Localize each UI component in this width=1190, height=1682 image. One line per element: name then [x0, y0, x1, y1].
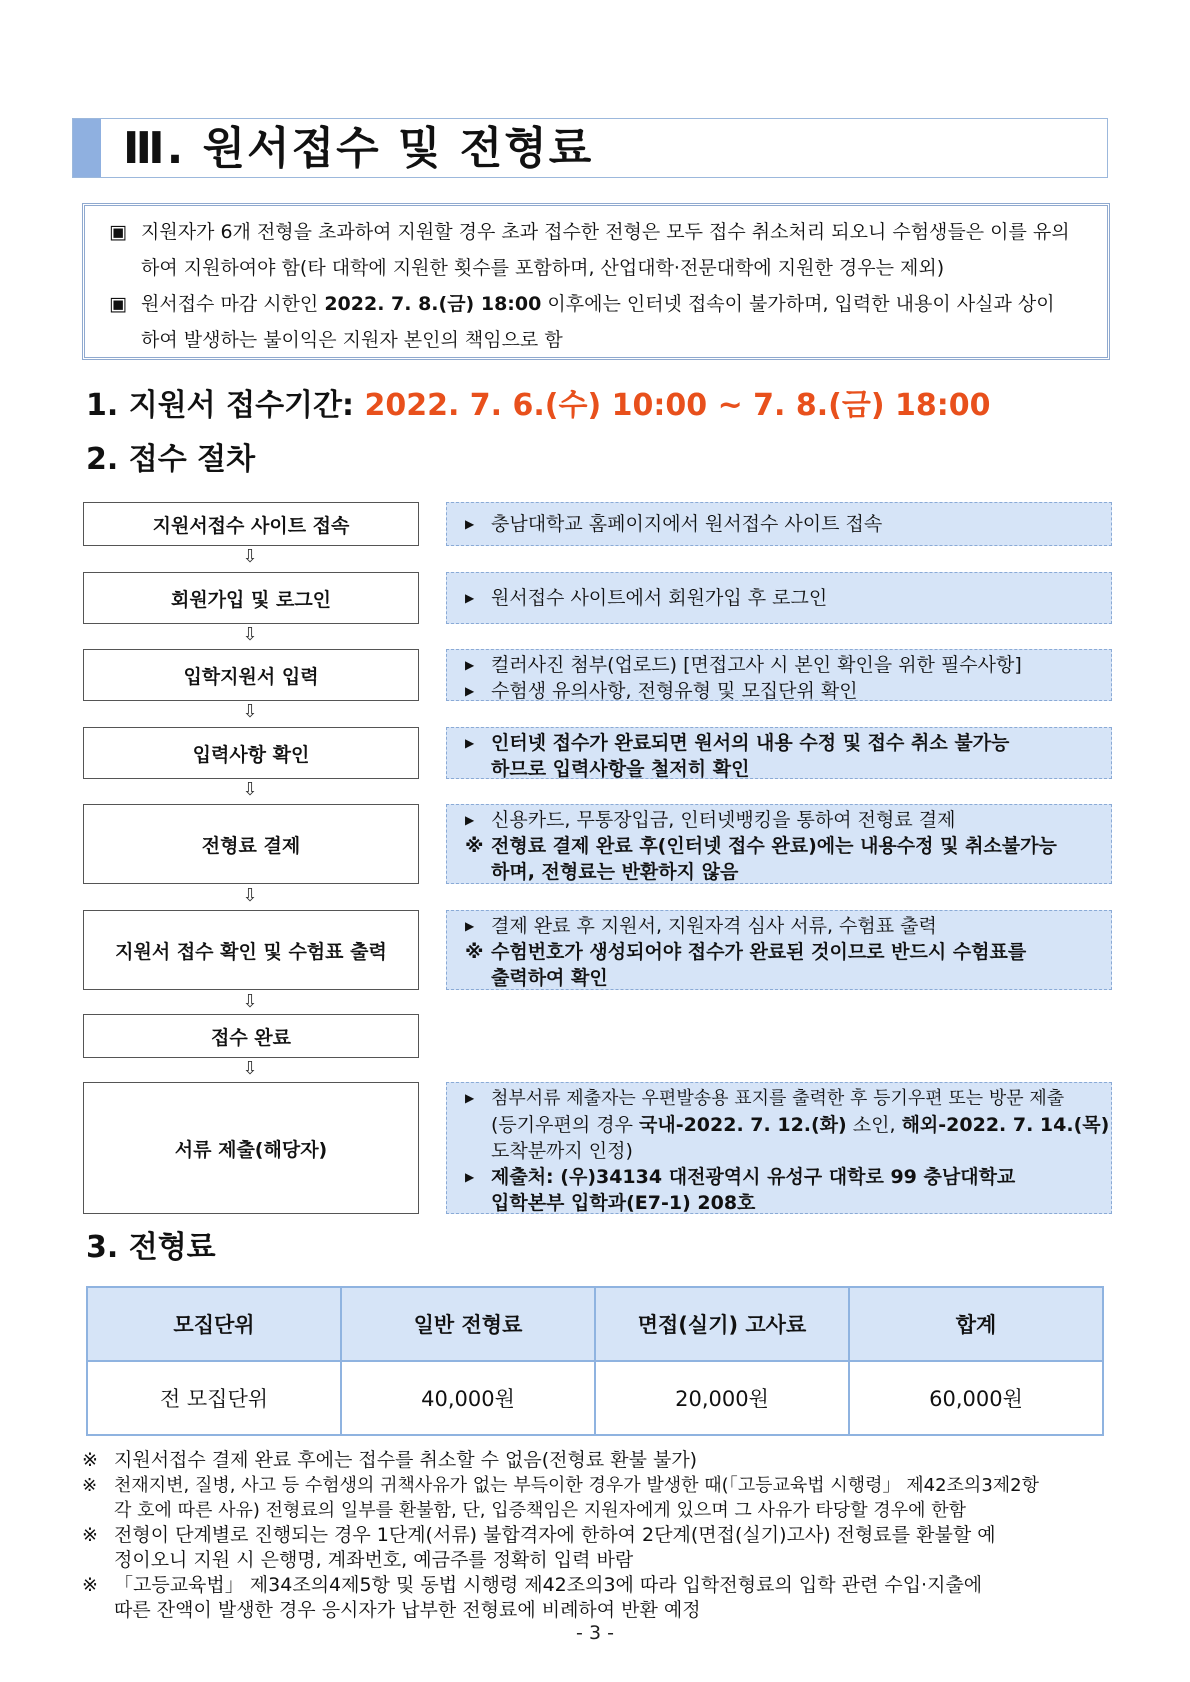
- down-arrow-icon: ⇩: [242, 991, 258, 1012]
- footnote-4: ※ 「고등교육법」 제34조의4제5항 및 동법 시행령 제42조의3에 따라 입학전형료의 입학 관련 수입·지출에: [82, 1574, 983, 1596]
- section-title-bar: [72, 118, 1108, 178]
- table-row: [87, 1361, 1103, 1435]
- fee-header-cell: 모집단위: [87, 1287, 341, 1361]
- square-bullet-icon: ▣: [109, 221, 127, 243]
- down-arrow-icon: ⇩: [242, 1058, 258, 1079]
- step-8-description: ▶ 첨부서류 제출자는 우편발송용 표지를 출력한 후 등기우편 또는 방문 제출 (등기우편의 경우 국내-2022. 7. 12.(화) 소인, 해외-2022. 7. 14.(목) 도착분까지 인정) ▶ 제출처: (우)34134 대전광역시 유성구 대학로 99 충남대학교 입학본부 입학과(E7-1) 208호: [446, 1082, 1112, 1214]
- notice-item-2-line-1: ▣ 원서접수 마감 시한인 2022. 7. 8.(금) 18:00 이후에는 인터넷 접속이 불가하며, 입력한 내용이 사실과 상이: [109, 286, 1089, 322]
- section-1-heading: 1. 지원서 접수기간: 2022. 7. 6.(수) 10:00 ~ 7. 8.(금) 18:00: [86, 388, 991, 423]
- step-1-box: 지원서접수 사이트 접속: [83, 502, 419, 546]
- triangle-bullet-icon: ▶: [465, 919, 475, 933]
- down-arrow-icon: ⇩: [242, 701, 258, 722]
- down-arrow-icon: ⇩: [242, 624, 258, 645]
- footnote-3: ※ 전형이 단계별로 진행되는 경우 1단계(서류) 불합격자에 한하여 2단계(면접(실기)고사) 전형료를 환불할 예: [82, 1524, 996, 1546]
- section-3-heading: 3. 전형료: [86, 1230, 216, 1265]
- footnotes: ※ 지원서접수 결제 완료 후에는 접수를 취소할 수 없음(전형료 환불 불가) ※ 천재지변, 질병, 사고 등 수험생의 귀책사유가 없는 부득이한 경우가 발생한 때(「고등교육법 시행령」 제42조의3제2항 각 호에 따른 사유) 전형료의 일부를 환불함, 단, 입증책임은 지원자에게 있으며 그 사유가 타당할 경우에 한함 ※ 전형이 단계별로 진행되는 경우 1단계(서류) 불합격자에 한하여 2단계(면접(실기)고사) 전형료를 환불할 예 정이오니 지원 시 은행명, 계좌번호, 예금주를 정확히 입력 바람 ※ 「고등교육법」 제34조의4제5항 및 동법 시행령 제42조의3에 따라 입학전형료의 입학 관련 수입·지출에 따른 잔액이 발생한 경우 응시자가 납부한 전형료에 비례하여 반환 예정: [82, 1448, 1112, 1623]
- fee-table-header-row: [87, 1287, 1103, 1361]
- reference-mark-icon: ※: [465, 941, 484, 963]
- fee-cell: 전 모집단위: [87, 1361, 341, 1435]
- section-2-heading: 2. 접수 절차: [86, 442, 256, 477]
- footnote-1: ※ 지원서접수 결제 완료 후에는 접수를 취소할 수 없음(전형료 환불 불가): [82, 1449, 698, 1471]
- notice-item-2-line-2: 하여 발생하는 불이익은 지원자 본인의 책임으로 함: [141, 329, 563, 351]
- application-period: 2022. 7. 6.(수) 10:00 ~ 7. 8.(금) 18:00: [364, 388, 991, 423]
- step-4-description: ▶ 인터넷 접수가 완료되면 원서의 내용 수정 및 접수 취소 불가능 하므로 입력사항을 철저히 확인: [446, 727, 1112, 779]
- footnote-2: ※ 천재지변, 질병, 사고 등 수험생의 귀책사유가 없는 부득이한 경우가 발생한 때(「고등교육법 시행령」 제42조의3제2항: [82, 1475, 1040, 1496]
- fee-header-cell: 일반 전형료: [341, 1287, 595, 1361]
- step-7-box: 접수 완료: [83, 1014, 419, 1058]
- page-title: Ⅲ. 원서접수 및 전형료: [123, 123, 594, 174]
- step-6-description: ▶ 결제 완료 후 지원서, 지원자격 심사 서류, 수험표 출력 ※ 수험번호가 생성되어야 접수가 완료된 것이므로 반드시 수험표를 출력하여 확인: [446, 910, 1112, 990]
- triangle-bullet-icon: ▶: [465, 1091, 475, 1105]
- notice-box: [82, 203, 1110, 360]
- fee-header-cell: 합계: [849, 1287, 1103, 1361]
- down-arrow-icon: ⇩: [242, 546, 258, 567]
- step-8-box: 서류 제출(해당자): [83, 1082, 419, 1214]
- triangle-bullet-icon: ▶: [465, 658, 475, 672]
- reference-mark-icon: ※: [82, 1574, 98, 1596]
- step-3-description: ▶ 컬러사진 첨부(업로드) [면접고사 시 본인 확인을 위한 필수사항] ▶ 수험생 유의사항, 전형유형 및 모집단위 확인: [446, 649, 1112, 701]
- step-5-description: ▶ 신용카드, 무통장입금, 인터넷뱅킹을 통하여 전형료 결제 ※ 전형료 결제 완료 후(인터넷 접수 완료)에는 내용수정 및 취소불가능 하며, 전형료는 반환하지 않음: [446, 804, 1112, 884]
- fee-cell: 40,000원: [341, 1361, 595, 1435]
- step-2-description: ▶ 원서접수 사이트에서 회원가입 후 로그인: [446, 572, 1112, 624]
- notice-item-1-line-2: 하여 지원하여야 함(타 대학에 지원한 횟수를 포함하며, 산업대학·전문대학에 지원한 경우는 제외): [141, 257, 945, 279]
- triangle-bullet-icon: ▶: [465, 684, 475, 698]
- fee-header-cell: 면접(실기) 고사료: [595, 1287, 849, 1361]
- down-arrow-icon: ⇩: [242, 779, 258, 800]
- square-bullet-icon: ▣: [109, 293, 127, 315]
- down-arrow-icon: ⇩: [242, 885, 258, 906]
- fee-cell: 60,000원: [849, 1361, 1103, 1435]
- step-6-box: 지원서 접수 확인 및 수험표 출력: [83, 910, 419, 990]
- reference-mark-icon: ※: [82, 1524, 98, 1546]
- reference-mark-icon: ※: [82, 1475, 98, 1496]
- notice-item-1-line-1: ▣ 지원자가 6개 전형을 초과하여 지원할 경우 초과 접수한 전형은 모두 접수 취소처리 되오니 수험생들은 이를 유의: [109, 214, 1089, 250]
- title-accent-bar: [73, 119, 101, 177]
- triangle-bullet-icon: ▶: [465, 591, 475, 605]
- step-4-box: 입력사항 확인: [83, 727, 419, 779]
- triangle-bullet-icon: ▶: [465, 517, 475, 531]
- step-5-box: 전형료 결제: [83, 804, 419, 884]
- step-3-box: 입학지원서 입력: [83, 649, 419, 701]
- triangle-bullet-icon: ▶: [465, 736, 475, 750]
- reference-mark-icon: ※: [82, 1449, 98, 1471]
- triangle-bullet-icon: ▶: [465, 813, 475, 827]
- page-number: - 3 -: [576, 1622, 614, 1644]
- step-2-box: 회원가입 및 로그인: [83, 572, 419, 624]
- fee-cell: 20,000원: [595, 1361, 849, 1435]
- triangle-bullet-icon: ▶: [465, 1170, 475, 1184]
- step-1-description: ▶ 충남대학교 홈페이지에서 원서접수 사이트 접속: [446, 502, 1112, 546]
- reference-mark-icon: ※: [465, 835, 484, 857]
- fee-table: [86, 1286, 1104, 1436]
